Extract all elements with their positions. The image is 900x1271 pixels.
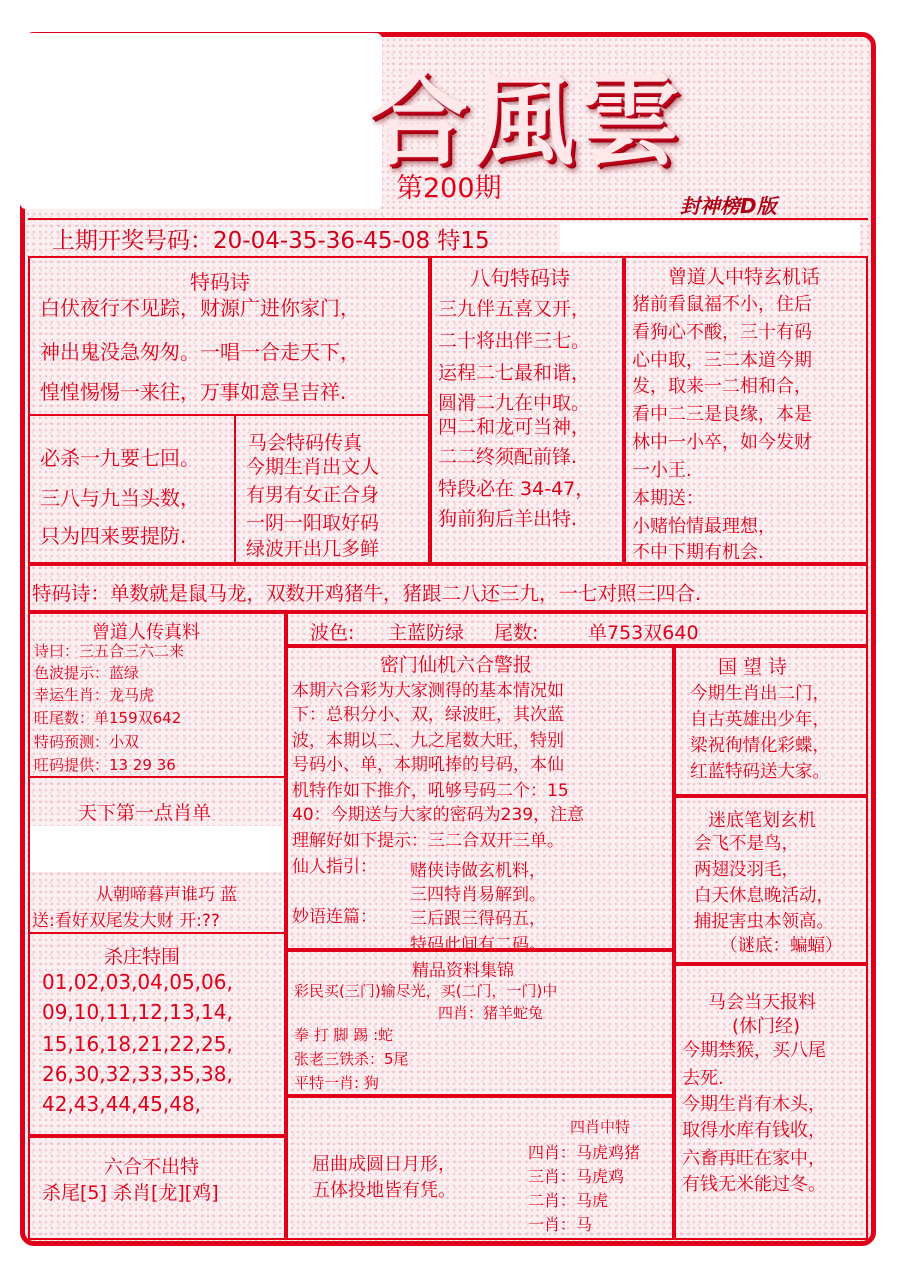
zeng-xuanji-line: 不中下期有机会. — [632, 542, 764, 563]
mahui-dangtian-subtitle: (休门经) — [732, 1016, 801, 1037]
bisha-line: 必杀一九要七回。 — [40, 446, 200, 470]
header-title: 合風雲 — [368, 61, 686, 179]
bisha-line: 只为四来要提防. — [40, 524, 187, 548]
mimen-miaoyu-line: 三后跟三得码五， — [410, 909, 546, 929]
bajv-line: 二十将出伴三七。 — [438, 330, 591, 352]
bose-label: 波色: — [310, 622, 355, 644]
mahui-dangtian-line: 去死. — [682, 1068, 724, 1089]
mimen-line: 本期六合彩为大家测得的基本情况如 — [292, 681, 564, 701]
mimen-miaoyu-label: 妙语连篇： — [292, 907, 377, 927]
masked-draw-area — [560, 222, 860, 252]
liuhe-title: 六合不出特 — [104, 1156, 200, 1178]
mimen-xianren-line: 三四特肖易解到。 — [410, 885, 546, 905]
bajv-line: 特段必在 34-47， — [438, 478, 595, 500]
mahui-dangtian-title: 马会当天报料 — [708, 992, 816, 1013]
jingpin-line: 平特一肖: 狗 — [294, 1074, 379, 1092]
shazhuang-line: 26,30,32,33,35,38, — [42, 1062, 233, 1086]
tianxia-line: 送:看好双尾发大财 开:?? — [32, 911, 220, 931]
bajv-line: 四二和龙可当神， — [438, 416, 591, 438]
bajv-line: 狗前狗后羊出特. — [438, 508, 578, 530]
bose-value: 主蓝防绿 — [388, 622, 465, 644]
tema-poem-line: 神出鬼没急匆匆。一唱一合走天下， — [40, 340, 360, 364]
midi-line: 捕捉害虫本领高。 — [694, 912, 834, 932]
mimen-line: 号码小、单，本期吼捧的号码，本仙 — [292, 755, 564, 775]
guowang-line: 自古英雄出少年， — [690, 710, 830, 730]
tianxia-title: 天下第一点肖单 — [78, 802, 212, 824]
shazhuang-line: 15,16,18,21,22,25, — [42, 1032, 233, 1056]
issue-number: 第200期 — [396, 173, 502, 204]
zeng-chuanzhen-title: 曾道人传真料 — [92, 622, 200, 643]
mimen-line: 波，本期以二、九之尾数大旺，特别 — [292, 731, 564, 751]
last-draw-text: 上期开奖号码：20-04-35-36-45-08 特15 — [52, 228, 490, 254]
tema-poem2-text: 特码诗：单数就是鼠马龙，双数开鸡猪牛，猪跟二八还三九，一七对照三四合. — [32, 582, 702, 605]
mahui-dangtian-line: 有钱无米能过冬。 — [682, 1174, 826, 1195]
sixiao-line: 四肖：马虎鸡猪 — [528, 1143, 641, 1162]
zeng-chuanzhen-line: 旺尾数：单159双642 — [34, 709, 182, 727]
shazhuang-line: 42,43,44,45,48, — [42, 1092, 202, 1116]
midi-line: 会飞不是鸟， — [694, 834, 799, 854]
mahui-chuanzhen-line: 有男有女正合身 — [246, 484, 380, 506]
midi-line: 两翅没羽毛， — [694, 860, 799, 880]
bajv-line: 三九伴五喜又开， — [438, 298, 591, 320]
zeng-chuanzhen-line: 幸运生肖：龙马虎 — [34, 686, 155, 704]
mahui-dangtian-line: 六畜再旺在家中， — [682, 1148, 826, 1169]
liuhe-line: 杀尾[5] 杀肖[龙][鸡] — [42, 1182, 219, 1204]
zeng-xuanji-line: 一小王. — [632, 460, 692, 481]
tema-poem-line: 惶惶惕惕一来往，万事如意呈吉祥. — [40, 380, 347, 404]
shazhuang-title: 杀庄特围 — [104, 946, 181, 968]
mimen-title: 密门仙机六合警报 — [380, 654, 533, 676]
mimen-xianren-line: 赌侠诗做玄机料， — [410, 861, 546, 881]
sixiao-line: 一肖：马 — [528, 1215, 593, 1234]
bisha-line: 三八与九当头数， — [40, 486, 200, 510]
guowang-title: 国 望 诗 — [718, 656, 788, 678]
bajv-line: 二二终须配前锋. — [438, 446, 578, 468]
guowang-line: 红蓝特码送大家。 — [690, 762, 830, 782]
mahui-chuanzhen-line: 一阴一阳取好码 — [246, 512, 380, 534]
shazhuang-line: 09,10,11,12,13,14, — [42, 1000, 233, 1024]
zeng-xuanji-line: 发，取来一二相和合， — [632, 376, 812, 397]
guowang-line: 今期生肖出二门， — [690, 684, 830, 704]
bajv-title: 八句特码诗 — [470, 266, 570, 290]
bose-tail-value: 单753双640 — [588, 622, 699, 644]
tema-poem-line: 白伏夜行不见踪，财源广进你家门， — [40, 296, 360, 320]
bose-tail-label: 尾数: — [494, 622, 539, 644]
mimen-miaoyu-line: 特码此间有二码。 — [410, 935, 546, 955]
zeng-chuanzhen-line: 特码预测：小双 — [34, 733, 140, 751]
quqv-line: 屈曲成圆日月形， — [312, 1154, 456, 1175]
zeng-chuanzhen-line: 旺码提供：13 29 36 — [34, 756, 176, 774]
zeng-xuanji-line: 本期送： — [632, 488, 704, 509]
sixiao-line: 二肖：马虎 — [528, 1191, 609, 1210]
zeng-xuanji-line: 看中二三是良缘，本是 — [632, 404, 812, 425]
midi-title: 迷底笔划玄机 — [708, 810, 816, 831]
jingpin-line: 张老三铁杀：5尾 — [294, 1050, 409, 1068]
jingpin-line: 拳 打 脚 踢 :蛇 — [294, 1026, 394, 1044]
quqv-line: 五体投地皆有凭。 — [312, 1180, 456, 1201]
mahui-chuanzhen-title: 马会特码传真 — [248, 432, 363, 454]
mimen-line: 40：今期送与大家的密码为239，注意 — [292, 805, 585, 825]
mahui-dangtian-line: 今期生肖有木头， — [682, 1094, 826, 1115]
jingpin-title: 精品资料集锦 — [412, 961, 514, 981]
zeng-xuanji-title: 曾道人中特玄机话 — [668, 266, 821, 288]
bajv-line: 圆滑二九在中取。 — [438, 392, 591, 414]
mimen-line: 下：总积分小、双，绿波旺，其次蓝 — [292, 705, 564, 725]
midi-line: （谜底：蝙蝠） — [720, 936, 843, 956]
mahui-chuanzhen-line: 绿波开出几多鲜 — [246, 538, 380, 560]
edition-label: 封神榜D版 — [680, 194, 777, 218]
bajv-line: 运程二七最和谐， — [438, 362, 591, 384]
zeng-xuanji-line: 小赌怡情最理想， — [632, 516, 776, 537]
sixiao-title: 四肖中特 — [570, 1118, 631, 1136]
midi-line: 白天休息晚活动， — [694, 886, 834, 906]
tema-poem-title: 特码诗 — [190, 270, 250, 294]
mimen-xianren-label: 仙人指引： — [292, 857, 377, 877]
zeng-chuanzhen-line: 诗曰：三五合三六二来 — [34, 642, 185, 660]
tianxia-line: 从朝啼暮声谁巧 蓝 — [96, 885, 238, 905]
zeng-xuanji-line: 林中一小卒，如今发财 — [632, 432, 812, 453]
jingpin-line: 彩民买(三门)输尽光，买(二门，一门)中 — [294, 982, 558, 1000]
zeng-xuanji-line: 看狗心不酸，三十有码 — [632, 322, 812, 343]
shazhuang-line: 01,02,03,04,05,06, — [42, 970, 233, 994]
sixiao-line: 三肖：马虎鸡 — [528, 1167, 625, 1186]
mahui-dangtian-line: 今期禁猴，买八尾 — [682, 1040, 826, 1061]
zeng-chuanzhen-line: 色波提示：蓝绿 — [34, 664, 140, 682]
jingpin-line: 四肖：猪羊蛇兔 — [438, 1004, 544, 1022]
mimen-line: 理解好如下提示：三二合双开三单。 — [292, 831, 564, 851]
mahui-chuanzhen-line: 今期生肖出文人 — [246, 456, 380, 478]
bose-box — [286, 612, 868, 646]
guowang-line: 梁祝徇情化彩蝶， — [690, 736, 830, 756]
zeng-xuanji-line: 心中取，三二本道今期 — [632, 350, 812, 371]
zeng-xuanji-line: 猪前看鼠福不小，住后 — [632, 294, 812, 315]
masked-tianxia-area — [30, 826, 282, 872]
mahui-dangtian-line: 取得水库有钱收， — [682, 1120, 826, 1141]
masked-header-area — [20, 33, 382, 209]
mimen-line: 机特作如下推介，吼够号码二个：15 — [292, 781, 569, 801]
